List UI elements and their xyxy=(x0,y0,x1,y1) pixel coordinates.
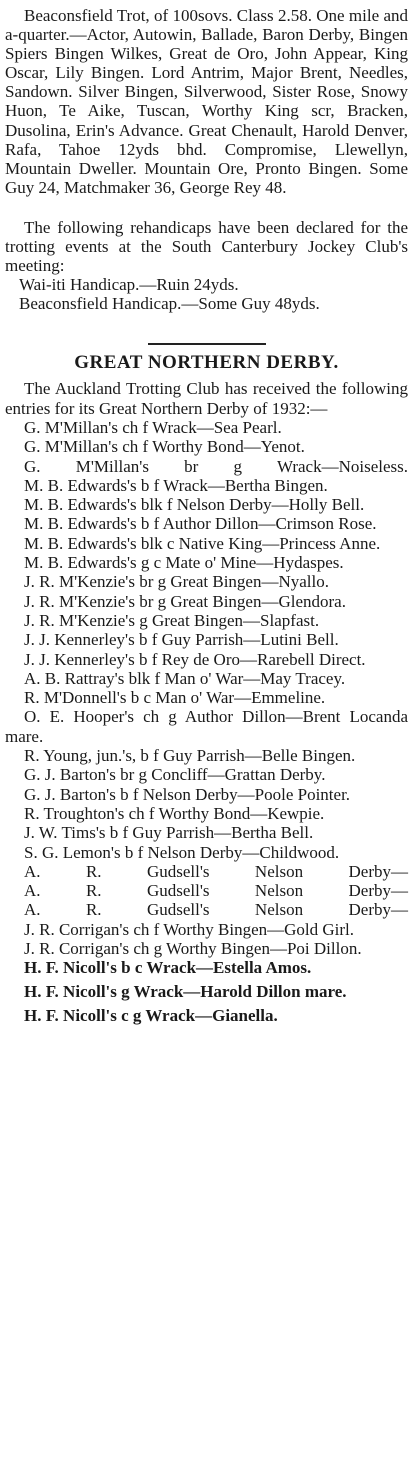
entry-item: J. R. M'Kenzie's br g Great Bingen—Nyallo. xyxy=(24,572,329,592)
entry-item: A. R. Gudsell's Nelson Derby— xyxy=(24,900,408,920)
entry-item: A. R. Gudsell's Nelson Derby— xyxy=(24,881,408,901)
entry-item: H. F. Nicoll's g Wrack—Harold Dillon mare. xyxy=(24,981,347,1001)
section-divider xyxy=(148,343,266,345)
entry-item: M. B. Edwards's b f Wrack—Bertha Bingen. xyxy=(24,475,328,495)
entry-item: J. R. Corrigan's ch g Worthy Bingen—Poi Dillon. xyxy=(24,939,362,959)
trot-paragraph: Beaconsfield Trot, of 100sovs. Class 2.58. One mile and a-quarter.—Actor, Autowin, Ballade, Baron Derby, Bingen Spiers Bingen Wilkes, Great de Oro, John Appear, King Oscar, Lily Bingen. Lord Antrim, Major Brent, Needles, Sandown. Silver Bingen, Silverwood, Sister Rose, Snowy Huon, Te Aike, Tuscan, Worthy King scr, Bracken, Dusolina, Erin's Advance. Great Chenault, Harold Denver, Rafa, Tahoe 12yds bhd. Compromise, Llewellyn, Mountain Dweller. Mountain Ore, Pronto Bingen. Some Guy 24, Matchmaker 36, George Rey 48. xyxy=(5,6,408,197)
trot-entries-block xyxy=(5,6,408,197)
entry-item: J. R. M'Kenzie's g Great Bingen—Slapfast. xyxy=(24,610,320,630)
entry-item: A. B. Rattray's blk f Man o' War—May Tracey. xyxy=(24,668,346,688)
entry-item: G. J. Barton's b f Nelson Derby—Poole Pointer. xyxy=(24,784,351,804)
entry-item: M. B. Edwards's blk c Native King—Princess Anne. xyxy=(24,533,381,553)
derby-entries-list xyxy=(5,418,408,1025)
entry-item: G. M'Millan's br g Wrack—Noiseless. xyxy=(24,456,408,476)
entry-item: A. R. Gudsell's Nelson Derby— xyxy=(24,861,408,881)
entry-item: M. B. Edwards's b f Author Dillon—Crimson Rose. xyxy=(24,514,377,534)
section-heading: GREAT NORTHERN DERBY. xyxy=(74,352,339,374)
rehandicap-item: Beaconsfield Handicap.—Some Guy 48yds. xyxy=(19,294,320,314)
entry-item: J. J. Kennerley's b f Rey de Oro—Rarebell Direct. xyxy=(24,649,366,669)
entry-item: H. F. Nicoll's b c Wrack—Estella Amos. xyxy=(24,958,312,978)
derby-intro: The Auckland Trotting Club has received the following entries for its Great Northern Derby of 1932:— xyxy=(5,379,408,418)
entry-item: R. Troughton's ch f Worthy Bond—Kewpie. xyxy=(24,803,325,823)
entry-item: M. B. Edwards's blk f Nelson Derby—Holly Bell. xyxy=(24,495,365,515)
entry-item: J. R. M'Kenzie's br g Great Bingen—Glendora. xyxy=(24,591,346,611)
entry-item: S. G. Lemon's b f Nelson Derby—Childwood. xyxy=(24,842,340,862)
entry-item: G. J. Barton's br g Concliff—Grattan Derby. xyxy=(24,765,326,785)
entry-item: G. M'Millan's ch f Worthy Bond—Yenot. xyxy=(24,437,305,457)
rehandicap-item: Wai-iti Handicap.—Ruin 24yds. xyxy=(19,275,239,295)
entry-item: J. J. Kennerley's b f Guy Parrish—Lutini Bell. xyxy=(24,630,339,650)
entry-item: R. M'Donnell's b c Man o' War—Emmeline. xyxy=(24,688,326,708)
article-column xyxy=(5,6,408,1025)
entry-item: R. Young, jun.'s, b f Guy Parrish—Belle Bingen. xyxy=(24,746,356,766)
entry-item: O. E. Hooper's ch g Author Dillon—Brent Locanda mare. xyxy=(5,707,408,746)
entry-item: J. W. Tims's b f Guy Parrish—Bertha Bell. xyxy=(24,823,314,843)
entry-item: M. B. Edwards's g c Mate o' Mine—Hydaspes. xyxy=(24,553,344,573)
entry-item: J. R. Corrigan's ch f Worthy Bingen—Gold Girl. xyxy=(24,919,355,939)
rehandicaps-block xyxy=(5,218,408,313)
entry-item: H. F. Nicoll's c g Wrack—Gianella. xyxy=(24,1005,278,1025)
rehandicaps-intro: The following rehandicaps have been declared for the trotting events at the South Canterbury Jockey Club's meeting: xyxy=(5,217,408,276)
entry-item: G. M'Millan's ch f Wrack—Sea Pearl. xyxy=(24,418,282,437)
